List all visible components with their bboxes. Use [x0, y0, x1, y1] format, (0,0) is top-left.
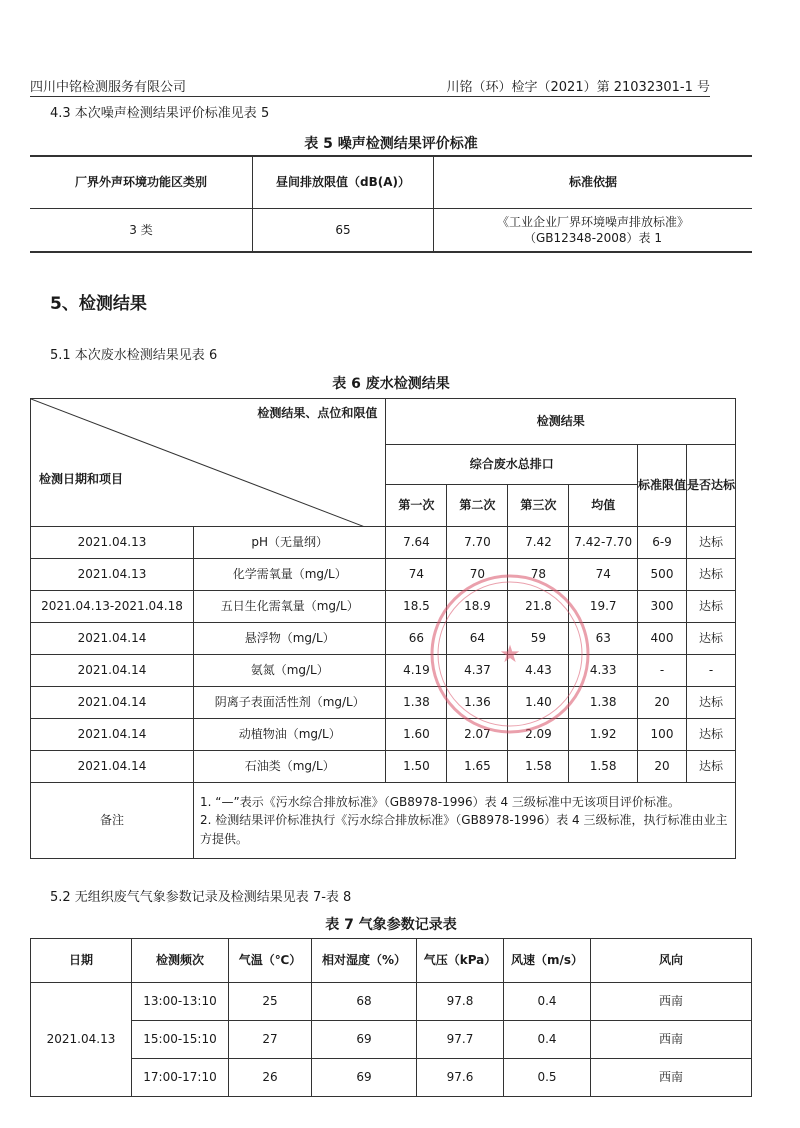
t6-note [194, 783, 736, 859]
table-row [31, 655, 736, 687]
t6-item: 氨氮（mg/L） [194, 655, 386, 687]
t6-col-average: 均值 [569, 485, 638, 527]
t7-header-date: 日期 [31, 939, 132, 983]
section-4-3-text: 4.3 本次噪声检测结果评价标准见表 5 [50, 106, 270, 121]
t6-limit: 300 [638, 591, 687, 623]
t6-average: 19.7 [569, 591, 638, 623]
table-row [31, 527, 736, 559]
t5-header-basis: 标准依据 [434, 156, 753, 208]
t6-first: 1.38 [386, 687, 447, 719]
table-row [31, 591, 736, 623]
t6-limit-header: 标准限值 [638, 445, 687, 527]
t6-meets: 达标 [687, 623, 736, 655]
t7-wind-dir: 西南 [591, 1021, 752, 1059]
t6-second: 2.07 [447, 719, 508, 751]
t6-limit: 500 [638, 559, 687, 591]
section-5-title: 5、检测结果 [50, 294, 147, 314]
section-5-2-text: 5.2 无组织废气气象参数记录及检测结果见表 7-表 8 [50, 890, 352, 905]
company-name: 四川中铭检测服务有限公司 [30, 80, 187, 95]
t6-meets: - [687, 655, 736, 687]
t6-date: 2021.04.14 [31, 751, 194, 783]
t6-meets: 达标 [687, 591, 736, 623]
t6-limit: 6-9 [638, 527, 687, 559]
t6-limit: 100 [638, 719, 687, 751]
t7-temp: 26 [229, 1059, 312, 1097]
t6-second: 64 [447, 623, 508, 655]
t6-third: 59 [508, 623, 569, 655]
report-number: 川铭（环）检字（2021）第 21032301-1 号 [446, 80, 710, 95]
t6-first: 7.64 [386, 527, 447, 559]
t6-item: 石油类（mg/L） [194, 751, 386, 783]
t6-col-second: 第二次 [447, 485, 508, 527]
t6-item: pH（无量纲） [194, 527, 386, 559]
t7-header-humidity: 相对湿度（%） [312, 939, 417, 983]
table-row [31, 687, 736, 719]
t6-second: 18.9 [447, 591, 508, 623]
t6-first: 1.50 [386, 751, 447, 783]
t6-second: 1.36 [447, 687, 508, 719]
t7-date: 2021.04.13 [31, 983, 132, 1097]
t6-item: 化学需氧量（mg/L） [194, 559, 386, 591]
t6-date: 2021.04.14 [31, 719, 194, 751]
table-row [31, 559, 736, 591]
table-row [31, 1059, 752, 1097]
t6-meets: 达标 [687, 751, 736, 783]
t6-results-header: 检测结果 [386, 399, 736, 445]
t7-header-frequency: 检测频次 [132, 939, 229, 983]
t7-header-pressure: 气压（kPa） [417, 939, 504, 983]
t6-second: 70 [447, 559, 508, 591]
t6-meets-header: 是否达标 [687, 445, 736, 527]
t6-second: 7.70 [447, 527, 508, 559]
table6-caption: 表 6 废水检测结果 [332, 376, 450, 392]
t7-wind-dir: 西南 [591, 1059, 752, 1097]
t6-date: 2021.04.14 [31, 623, 194, 655]
t6-first: 4.19 [386, 655, 447, 687]
t5-basis-line1: 《工业企业厂界环境噪声排放标准》 [496, 214, 689, 229]
t6-second: 1.65 [447, 751, 508, 783]
table-row [31, 751, 736, 783]
t6-average: 7.42-7.70 [569, 527, 638, 559]
t7-wind-speed: 0.4 [504, 983, 591, 1021]
t7-header-wind-dir: 风向 [591, 939, 752, 983]
t7-humidity: 69 [312, 1059, 417, 1097]
t6-meets: 达标 [687, 559, 736, 591]
t6-date: 2021.04.13-2021.04.18 [31, 591, 194, 623]
t6-meets: 达标 [687, 687, 736, 719]
t7-time: 17:00-17:10 [132, 1059, 229, 1097]
t7-temp: 25 [229, 983, 312, 1021]
t6-diagonal-header [31, 399, 386, 527]
t6-limit: 20 [638, 751, 687, 783]
t7-wind-dir: 西南 [591, 983, 752, 1021]
t6-first: 1.60 [386, 719, 447, 751]
wastewater-results-table [30, 398, 736, 859]
t6-third: 1.58 [508, 751, 569, 783]
t7-pressure: 97.7 [417, 1021, 504, 1059]
t5-limit: 65 [253, 208, 434, 252]
page-header [30, 76, 710, 97]
t6-average: 1.58 [569, 751, 638, 783]
t6-third: 78 [508, 559, 569, 591]
t7-time: 13:00-13:10 [132, 983, 229, 1021]
t7-humidity: 69 [312, 1021, 417, 1059]
t6-third: 4.43 [508, 655, 569, 687]
t6-third: 7.42 [508, 527, 569, 559]
t7-header-wind-speed: 风速（m/s） [504, 939, 591, 983]
t6-date: 2021.04.13 [31, 559, 194, 591]
t7-wind-speed: 0.5 [504, 1059, 591, 1097]
t6-third: 21.8 [508, 591, 569, 623]
table5-caption: 表 5 噪声检测结果评价标准 [304, 136, 478, 152]
t6-item: 悬浮物（mg/L） [194, 623, 386, 655]
t6-date: 2021.04.14 [31, 655, 194, 687]
t6-col-third: 第三次 [508, 485, 569, 527]
table-row [31, 983, 752, 1021]
t6-first: 18.5 [386, 591, 447, 623]
t6-date: 2021.04.14 [31, 687, 194, 719]
noise-standard-table [30, 155, 752, 253]
t6-average: 1.92 [569, 719, 638, 751]
table-row [31, 719, 736, 751]
t6-meets: 达标 [687, 719, 736, 751]
t6-meets: 达标 [687, 527, 736, 559]
t6-diag-top-label: 检测结果、点位和限值 [257, 406, 378, 420]
t6-date: 2021.04.13 [31, 527, 194, 559]
t5-header-limit: 昼间排放限值（dB(A)） [253, 156, 434, 208]
t6-item: 五日生化需氧量（mg/L） [194, 591, 386, 623]
t5-category: 3 类 [30, 208, 253, 252]
t6-third: 1.40 [508, 687, 569, 719]
t6-col-first: 第一次 [386, 485, 447, 527]
table-row [31, 1021, 752, 1059]
t7-humidity: 68 [312, 983, 417, 1021]
table-row [31, 623, 736, 655]
t6-limit: 20 [638, 687, 687, 719]
t6-note-1: 1. “—”表示《污水综合排放标准》（GB8978-1996）表 4 三级标准中无该项目评价标准。 [200, 794, 680, 809]
table7-caption: 表 7 气象参数记录表 [325, 917, 457, 933]
svg-text:★: ★ [499, 640, 521, 668]
t7-header-temp: 气温（℃） [229, 939, 312, 983]
t5-header-category: 厂界外声环境功能区类别 [30, 156, 253, 208]
t7-time: 15:00-15:10 [132, 1021, 229, 1059]
t6-limit: - [638, 655, 687, 687]
t6-average: 74 [569, 559, 638, 591]
t6-limit: 400 [638, 623, 687, 655]
section-5-1-text: 5.1 本次废水检测结果见表 6 [50, 348, 218, 363]
t6-body [31, 527, 736, 783]
t6-first: 66 [386, 623, 447, 655]
weather-record-table [30, 938, 752, 1097]
t7-pressure: 97.6 [417, 1059, 504, 1097]
t7-body [31, 983, 752, 1097]
t7-pressure: 97.8 [417, 983, 504, 1021]
t5-basis-line2: （GB12348-2008）表 1 [523, 230, 663, 245]
t6-item: 动植物油（mg/L） [194, 719, 386, 751]
t6-average: 63 [569, 623, 638, 655]
t6-note-2: 2. 检测结果评价标准执行《污水综合排放标准》（GB8978-1996）表 4 三级标准，执行标准由业主方提供。 [200, 813, 728, 846]
t6-outlet-header: 综合废水总排口 [386, 445, 638, 485]
t6-diag-bottom-label: 检测日期和项目 [39, 472, 124, 486]
t6-second: 4.37 [447, 655, 508, 687]
t7-temp: 27 [229, 1021, 312, 1059]
t6-note-label: 备注 [31, 783, 194, 859]
t6-average: 1.38 [569, 687, 638, 719]
t6-third: 2.09 [508, 719, 569, 751]
t7-wind-speed: 0.4 [504, 1021, 591, 1059]
t6-average: 4.33 [569, 655, 638, 687]
t6-item: 阴离子表面活性剂（mg/L） [194, 687, 386, 719]
t6-first: 74 [386, 559, 447, 591]
t5-basis [434, 208, 753, 252]
